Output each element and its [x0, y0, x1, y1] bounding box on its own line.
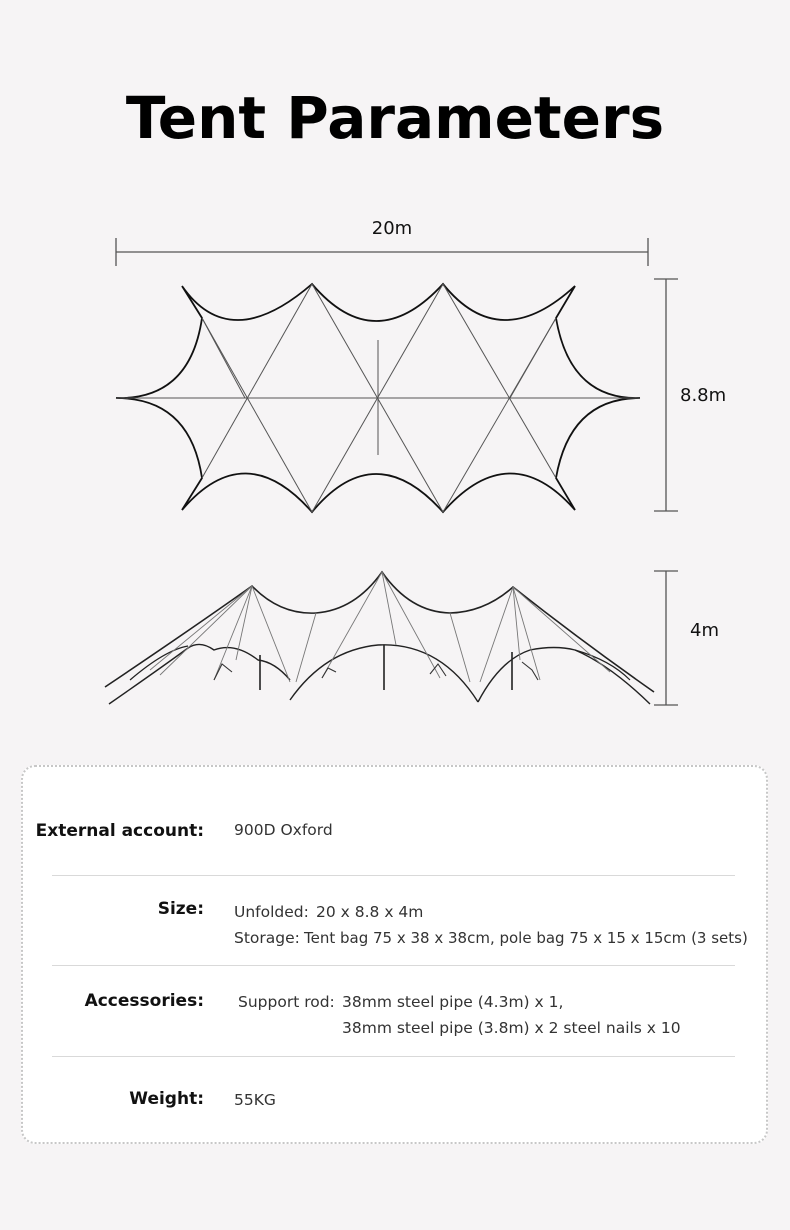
- height-dimension: [654, 571, 678, 705]
- size-unfolded-key: Unfolded:: [234, 903, 309, 921]
- material-value: 900D Oxford: [234, 821, 333, 839]
- size-storage-value: Tent bag 75 x 38 x 38cm, pole bag 75 x 15 x 15cm (3 sets): [304, 929, 748, 947]
- accessories-label: Accessories:: [84, 991, 204, 1011]
- tent-top-view: [116, 284, 640, 512]
- spec-card: [21, 765, 768, 1144]
- divider: [52, 875, 735, 876]
- width-dimension: [116, 238, 648, 266]
- weight-label: Weight:: [129, 1089, 204, 1109]
- size-storage-key: Storage:: [234, 929, 300, 947]
- size-label: Size:: [157, 899, 204, 919]
- weight-value: 55KG: [234, 1091, 276, 1109]
- accessories-line-1: 38mm steel pipe (4.3m) x 1,: [342, 993, 564, 1011]
- tent-side-view: [105, 572, 654, 704]
- divider: [52, 965, 735, 966]
- page-title: Tent Parameters: [125, 84, 665, 152]
- material-label: External account:: [35, 821, 204, 841]
- size-unfolded-value: 20 x 8.8 x 4m: [316, 903, 424, 921]
- height-label: 4m: [690, 620, 719, 641]
- depth-label: 8.8m: [680, 385, 727, 406]
- accessories-line-2: 38mm steel pipe (3.8m) x 2 steel nails x 10: [342, 1019, 681, 1037]
- divider: [52, 1056, 735, 1057]
- depth-dimension: [654, 279, 678, 511]
- accessories-key: Support rod:: [238, 993, 335, 1011]
- width-label: 20m: [371, 218, 413, 239]
